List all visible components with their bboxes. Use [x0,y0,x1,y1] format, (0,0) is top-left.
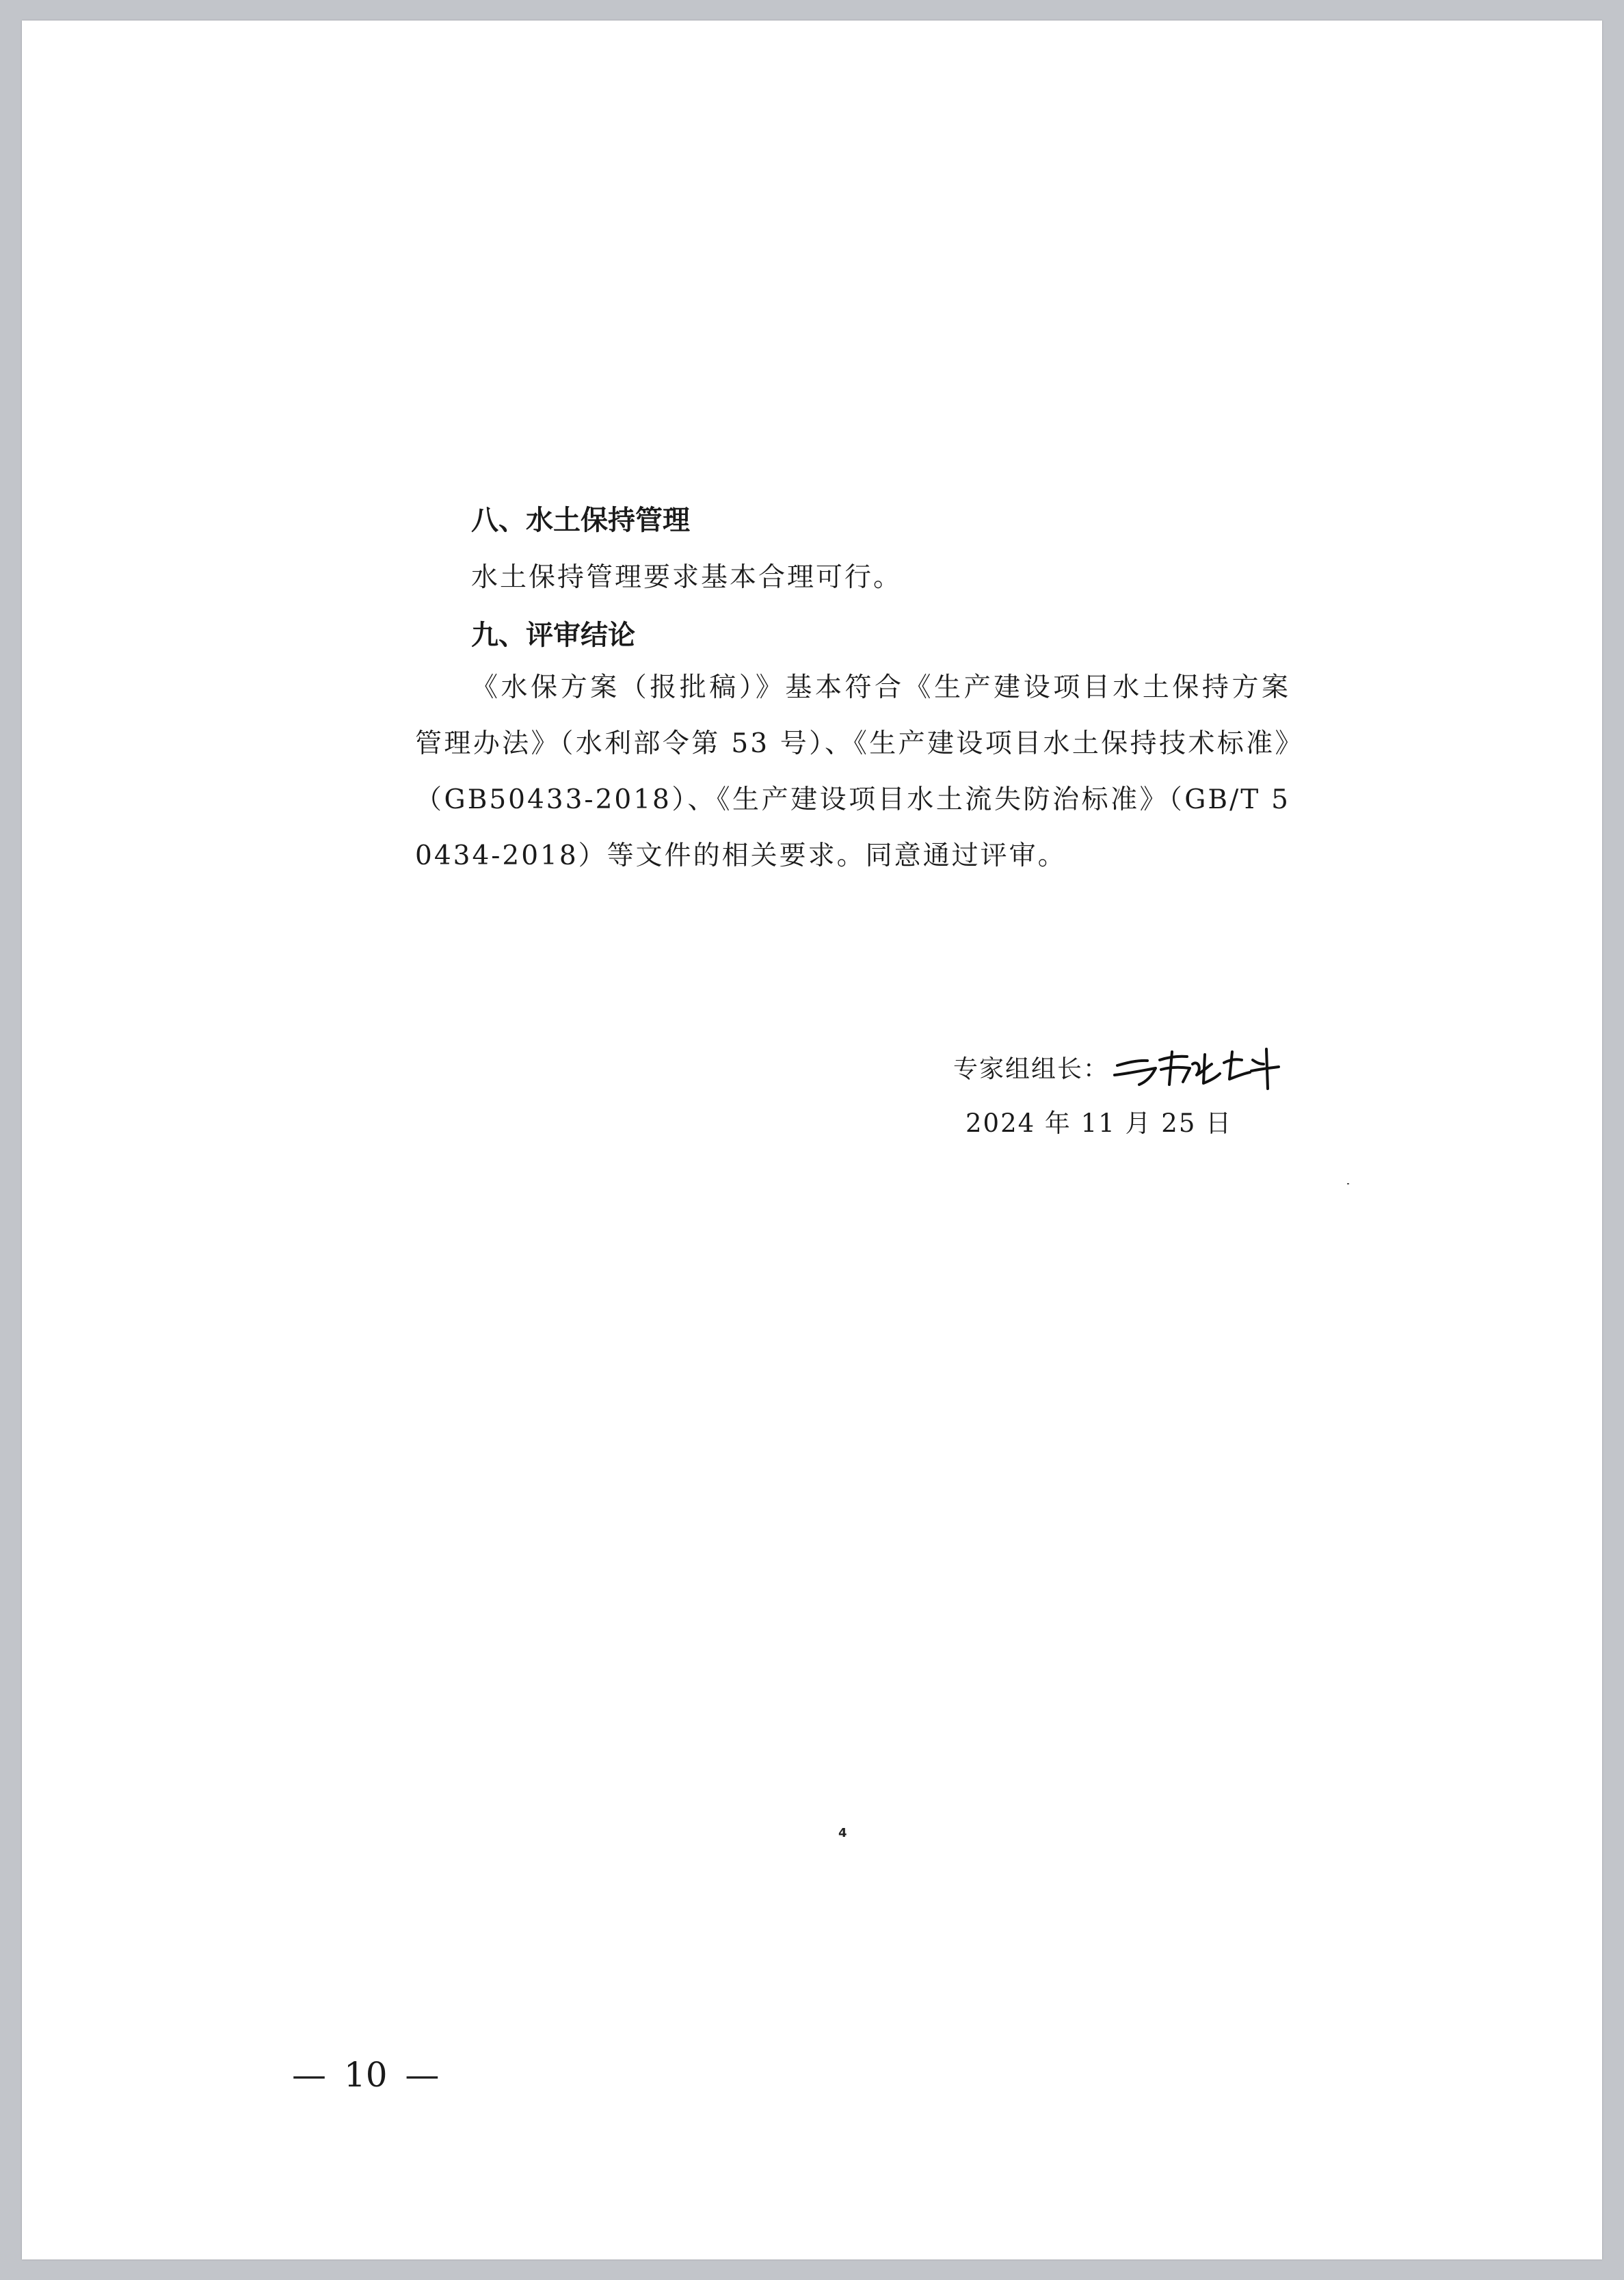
signature-row [953,1039,1283,1094]
handwritten-signature [1112,1039,1283,1094]
date: 2024 年 11 月 25 日 [966,1109,1233,1138]
section-8-heading: 八、水土保持管理 [471,505,690,536]
page-number: — 10 — [292,2055,440,2095]
section-9-heading: 九、评审结论 [471,620,635,651]
section-8-body: 水土保持管理要求基本合理可行。 [471,562,903,593]
inner-page-number: 4 [838,1826,847,1840]
scan-speck [1347,1183,1349,1184]
document-page [22,21,1602,2259]
signature-label: 专家组组长： [953,1055,1110,1083]
body-text [415,496,1290,884]
section-9-body: 《水保方案（报批稿）》基本符合《生产建设项目水土保持方案管理办法》（水利部令第 53 号）、《生产建设项目水土保持技术标准》（GB50433-2018）、《生产建设项目水土流失防治标准》（GB/T 50434-2018）等文件的相关要求。同意通过评审。 [415,672,1290,871]
